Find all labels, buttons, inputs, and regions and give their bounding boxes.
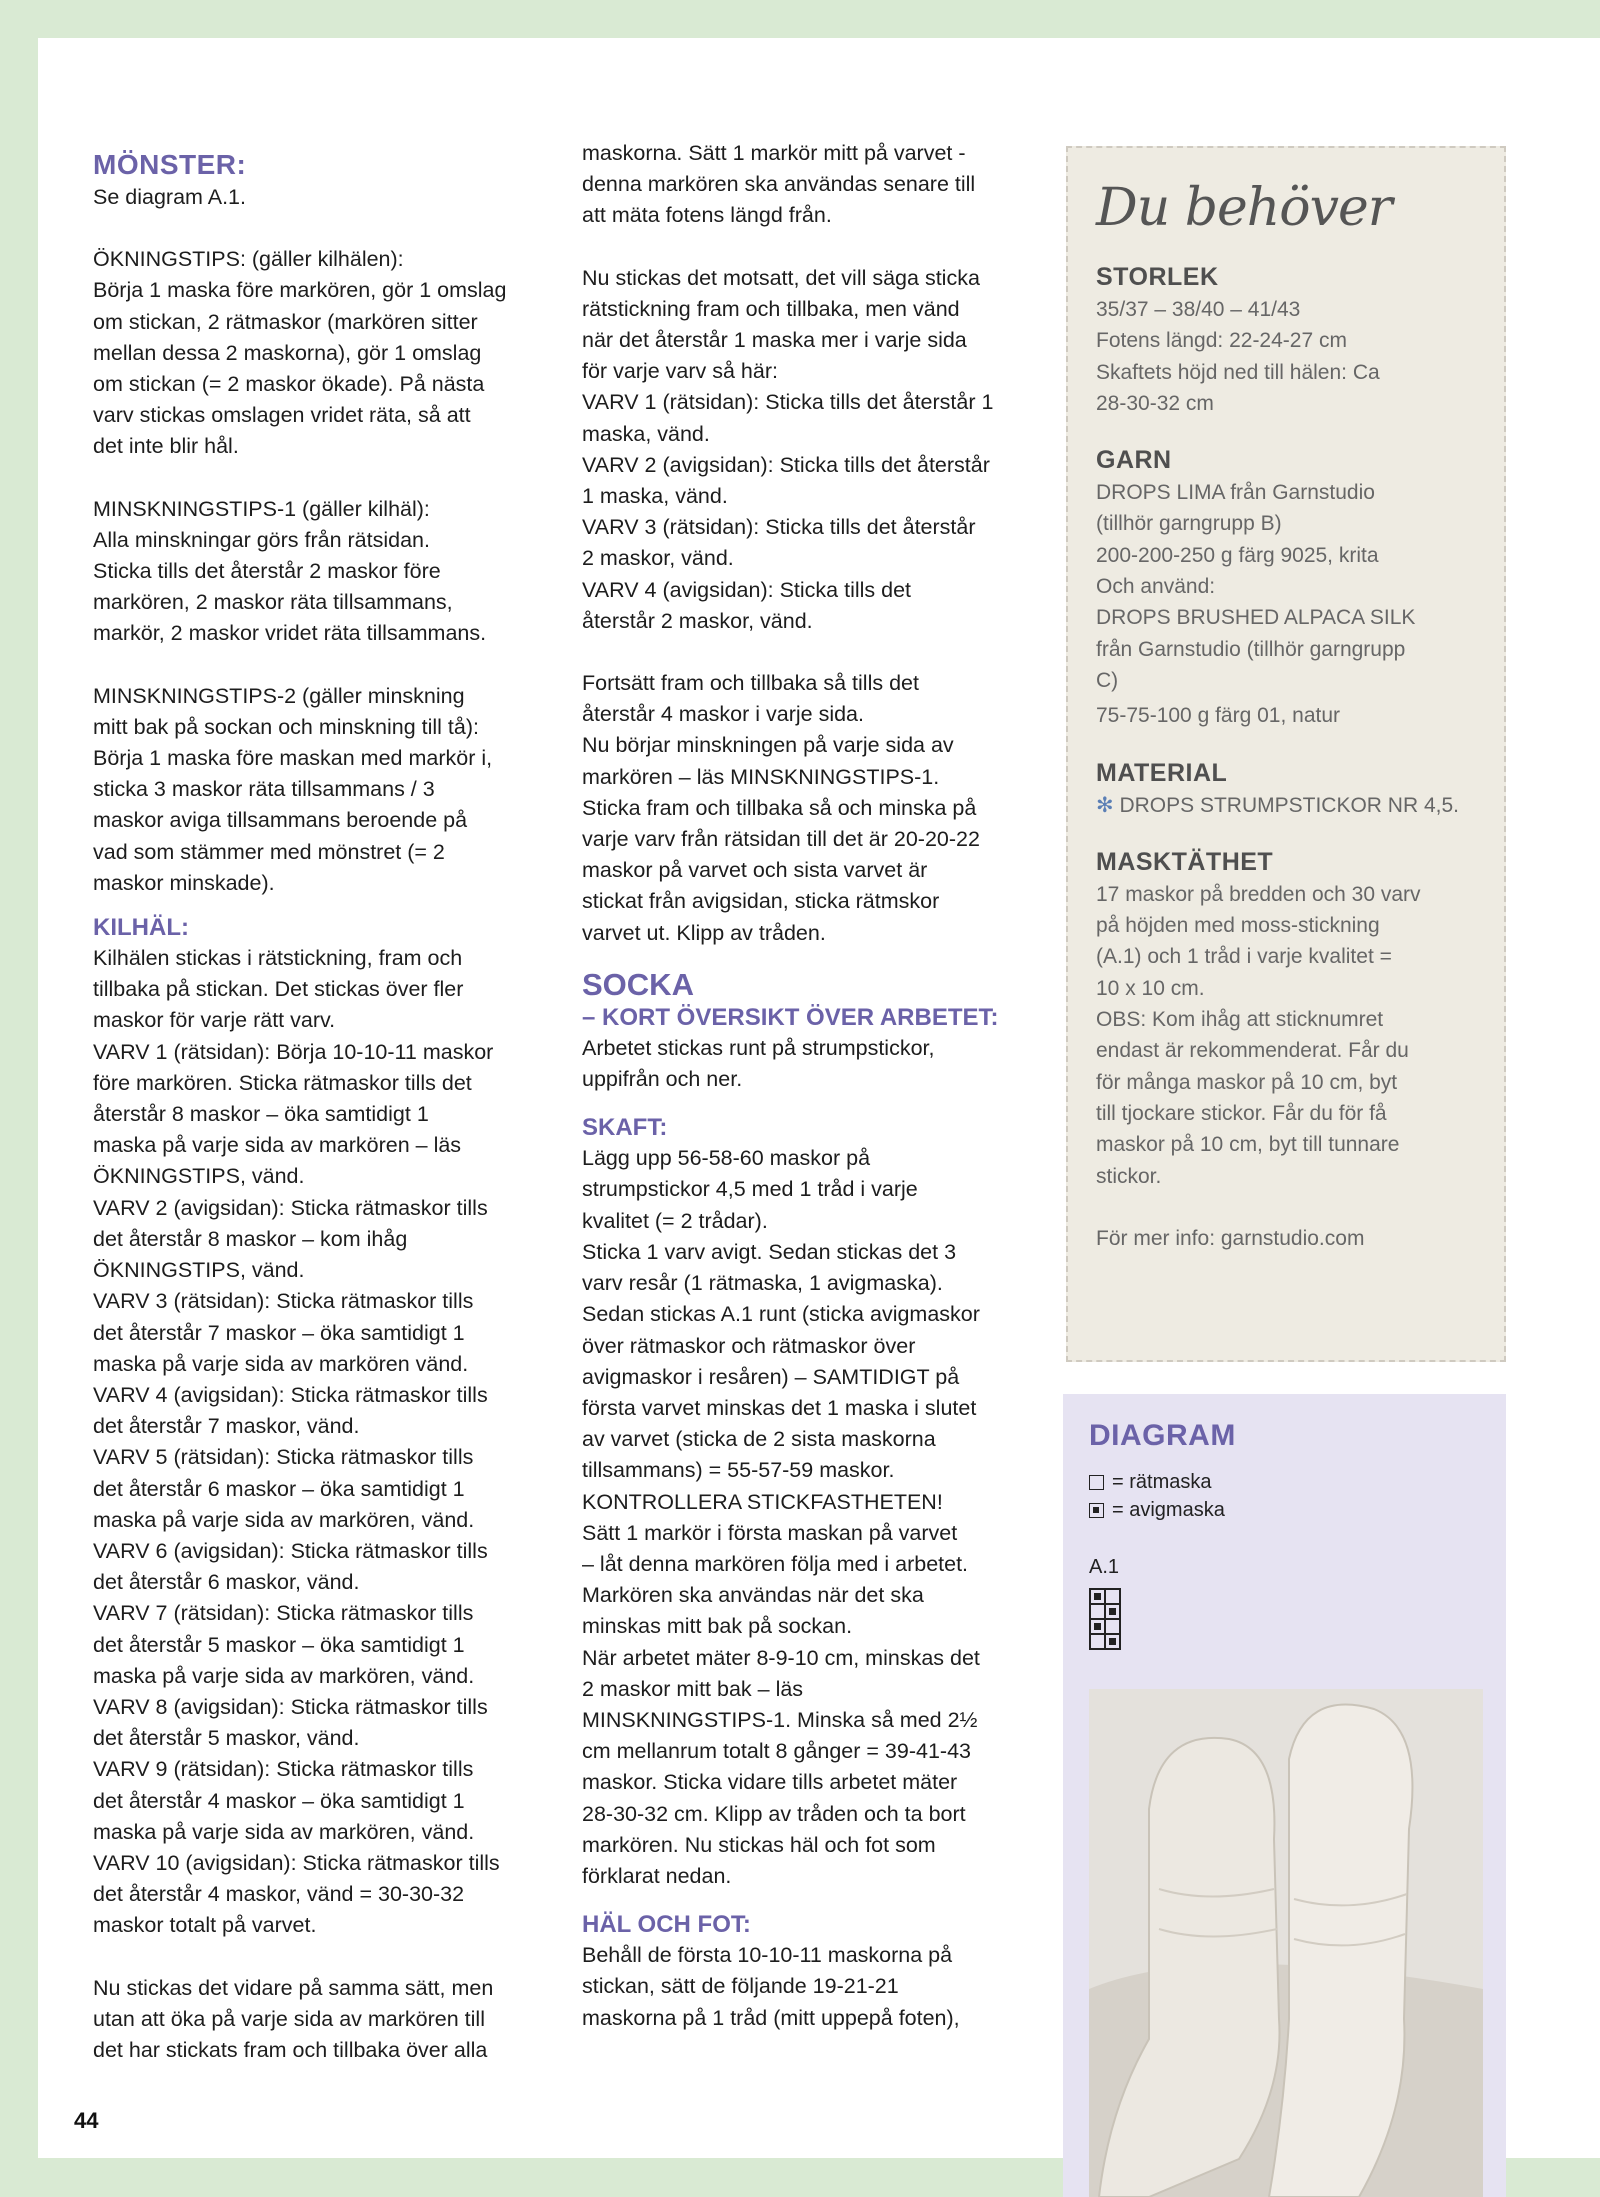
text-line: Arbetet stickas runt på strumpstickor, (582, 1035, 935, 1060)
text-line: det har stickats fram och tillbaka över alla (93, 2037, 488, 2062)
minskningstips-1-block (93, 494, 563, 650)
text-line: VARV 9 (rätsidan): Sticka rätmaskor tills (93, 1757, 474, 1782)
text-line: av varvet (sticka de 2 sista maskorna (582, 1427, 936, 1452)
heading-kilhal: KILHÄL: (93, 914, 189, 942)
text-line: stickat från avigsidan, sticka rätmskor (582, 889, 940, 914)
text-line: VARV 7 (rätsidan): Sticka rätmaskor tills (93, 1601, 474, 1626)
text-line: det återstår 6 maskor, vänd. (93, 1570, 360, 1595)
heading-hal-och-fot: HÄL OCH FOT: (582, 1911, 751, 1939)
text-line: maska på varje sida av markören vänd. (93, 1351, 469, 1376)
text-line: uppifrån och ner. (582, 1067, 743, 1092)
text-line: utan att öka på varje sida av markören till (93, 2006, 485, 2031)
chart-cell-knit (1105, 1619, 1120, 1634)
text-line: markören. Nu stickas häl och fot som (582, 1832, 936, 1857)
text-line: maska på varje sida av markören – läs (93, 1133, 462, 1158)
text-line: om stickan, 2 rätmaskor (markören sitter (93, 309, 478, 334)
text-line: återstår 8 maskor – öka samtidigt 1 (93, 1102, 429, 1127)
socks-photo (1089, 1689, 1483, 2197)
text-line: VARV 4 (avigsidan): Sticka rätmaskor tills (93, 1382, 488, 1407)
chart-cell-knit (1105, 1589, 1120, 1604)
text-line: MINSKNINGSTIPS-2 (gäller minskning (93, 683, 465, 708)
heading-socka: SOCKA (582, 966, 694, 1002)
diagram-box (1063, 1394, 1506, 2197)
text-line: 2 maskor mitt bak – läs (582, 1676, 804, 1701)
text-line: Fotens längd: 22-24-27 cm (1096, 329, 1347, 353)
text-line: Kilhälen stickas i rätstickning, fram och (93, 946, 463, 971)
empty-square-icon (1089, 1475, 1104, 1490)
text-line: markör, 2 maskor vridet räta tillsammans. (93, 621, 487, 646)
text-line: tillbaka på stickan. Det stickas över fler (93, 977, 464, 1002)
diagram-title: DIAGRAM (1089, 1419, 1236, 1452)
text-line: varvet ut. Klipp av tråden. (582, 920, 826, 945)
text-line: varje varv från rätsidan till det är 20-20-22 (582, 827, 980, 852)
text-line: maska på varje sida av markören, vänd. (93, 1819, 475, 1844)
text-line: ÖKNINGSTIPS, vänd. (93, 1258, 305, 1283)
text-line: tillsammans) = 55-57-59 maskor. (582, 1458, 895, 1483)
text-line: maska på varje sida av markören, vänd. (93, 1507, 475, 1532)
kilhal-block (93, 943, 563, 1942)
text-line: denna markören ska användas senare till (582, 172, 976, 197)
chart-cell-purl (1105, 1634, 1120, 1649)
text-line: första varvet minskas det 1 maska i slutet (582, 1395, 977, 1420)
motsatt-block (582, 263, 1052, 637)
text-line: stickor. (1096, 1164, 1162, 1188)
text-line: det återstår 5 maskor, vänd. (93, 1726, 360, 1751)
heading-skaft: SKAFT: (582, 1114, 668, 1142)
text-line: 35/37 – 38/40 – 41/43 (1096, 298, 1301, 321)
text-line: VARV 10 (avigsidan): Sticka rätmaskor tills (93, 1850, 500, 1875)
chart-label: A.1 (1089, 1556, 1120, 1578)
column-left (93, 148, 563, 2066)
text-line: maskor för varje rätt varv. (93, 1008, 336, 1033)
text-line: Markören ska användas när det ska (582, 1583, 924, 1608)
text-line: strumpstickor 4,5 med 1 tråd i varje (582, 1177, 918, 1202)
text-line: Och använd: (1096, 575, 1216, 599)
text-line: OBS: Kom ihåg att sticknumret (1096, 1008, 1384, 1032)
heading-storlek: STORLEK (1096, 263, 1219, 291)
text-line: det återstår 6 maskor – öka samtidigt 1 (93, 1476, 465, 1501)
chart-cell-knit (1090, 1634, 1105, 1649)
hal-block (582, 1940, 1052, 2034)
text-line: 17 maskor på bredden och 30 varv (1096, 882, 1421, 906)
material-text: DROPS STRUMPSTICKOR NR 4,5. (1119, 793, 1460, 817)
text-line: Nu stickas det vidare på samma sätt, men (93, 1975, 494, 2000)
text-line: VARV 4 (avigsidan): Sticka tills det (582, 577, 912, 602)
text-line: ÖKNINGSTIPS, vänd. (93, 1164, 305, 1189)
text-line: förklarat nedan. (582, 1863, 732, 1888)
text-line: VARV 6 (avigsidan): Sticka rätmaskor tills (93, 1538, 488, 1563)
socka-block (582, 1033, 1052, 1095)
text-line: Börja 1 maska före maskan med markör i, (93, 746, 493, 771)
text-line: VARV 3 (rätsidan): Sticka tills det återstår (582, 515, 976, 540)
legend-knit (1089, 1470, 1211, 1494)
text-line: Sticka tills det återstår 2 maskor före (93, 559, 441, 584)
text-line: Sedan stickas A.1 runt (sticka avigmaskor (582, 1302, 980, 1327)
text-line: – låt denna markören följa med i arbetet. (582, 1551, 969, 1576)
text-line: från Garnstudio (tillhör garngrupp (1096, 637, 1406, 661)
text-line: mitt bak på sockan och minskning till tå): (93, 714, 479, 739)
text-line: Behåll de första 10-10-11 maskorna på (582, 1943, 953, 1968)
text-line: (A.1) och 1 tråd i varje kvalitet = (1096, 945, 1392, 969)
text-line: maskor. Sticka vidare tills arbetet mäter (582, 1770, 958, 1795)
materials-title: Du behöver (1096, 178, 1392, 238)
text-line: C) (1096, 668, 1119, 692)
text-line: minskas mitt bak på sockan. (582, 1614, 853, 1639)
text-line: Fortsätt fram och tillbaka så tills det (582, 671, 919, 696)
text-line: MINSKNINGSTIPS-1. Minska så med 2½ (582, 1707, 978, 1732)
monster-text: Se diagram A.1. (93, 185, 246, 209)
text-line: det återstår 8 maskor – kom ihåg (93, 1226, 408, 1251)
text-line: det återstår 4 maskor – öka samtidigt 1 (93, 1788, 465, 1813)
continue-block (93, 1973, 563, 2067)
asterisk-icon: ✻ (1096, 793, 1114, 817)
legend-purl (1089, 1498, 1225, 1522)
text-line: KONTROLLERA STICKFASTHETEN! (582, 1489, 943, 1514)
garn-block (1096, 477, 1496, 696)
text-line: till tjockare stickor. Får du för få (1096, 1101, 1387, 1125)
text-line: det återstår 5 maskor – öka samtidigt 1 (93, 1632, 465, 1657)
text-line: återstår 2 maskor, vänd. (582, 608, 813, 633)
text-line: DROPS LIMA från Garnstudio (1096, 481, 1375, 505)
text-line: maskor totalt på varvet. (93, 1913, 317, 1938)
text-line: markören – läs MINSKNINGSTIPS-1. (582, 764, 940, 789)
text-line: 10 x 10 cm. (1096, 976, 1205, 1000)
text-line: maskor på 10 cm, byt till tunnare (1096, 1133, 1400, 1157)
text-line: maskor aviga tillsammans beroende på (93, 808, 468, 833)
heading-material: MATERIAL (1096, 758, 1228, 787)
text-line: över rätmaskor och rätmaskor över (582, 1333, 916, 1358)
heading-garn: GARN (1096, 446, 1172, 475)
text-line: stickan, sätt de följande 19-21-21 (582, 1974, 899, 1999)
text-line: DROPS BRUSHED ALPACA SILK (1096, 606, 1416, 630)
page-number: 44 (74, 2108, 99, 2133)
more-info: För mer info: garnstudio.com (1096, 1226, 1365, 1250)
okningstips-block (93, 244, 563, 462)
text-line: maska, vänd. (582, 421, 710, 446)
text-line: Sticka 1 varv avigt. Sedan stickas det 3 (582, 1239, 957, 1264)
text-line: avigmaskor i resåren) – SAMTIDIGT på (582, 1364, 960, 1389)
text-line: det återstår 7 maskor – öka samtidigt 1 (93, 1320, 465, 1345)
text-line: det återstår 4 maskor, vänd = 30-30-32 (93, 1882, 465, 1907)
text-line: (tillhör garngrupp B) (1096, 512, 1282, 536)
text-line: VARV 3 (rätsidan): Sticka rätmaskor tills (93, 1289, 474, 1314)
text-line: kvalitet (= 2 trådar). (582, 1208, 768, 1233)
text-line: att mäta fotens längd från. (582, 203, 832, 228)
text-line: VARV 2 (avigsidan): Sticka rätmaskor tills (93, 1195, 488, 1220)
text-line: rätstickning fram och tillbaka, men vänd (582, 296, 960, 321)
chart-cell-knit (1090, 1604, 1105, 1619)
text-line: 28-30-32 cm (1096, 391, 1214, 415)
text-line: vad som stämmer med mönstret (= 2 (93, 839, 445, 864)
minskningstips-2-block (93, 681, 563, 899)
text-line: Sätt 1 markör i första maskan på varvet (582, 1520, 958, 1545)
material-line (1096, 790, 1496, 821)
garn-amount: 75-75-100 g färg 01, natur (1096, 704, 1341, 728)
text-line: Lägg upp 56-58-60 maskor på (582, 1146, 871, 1171)
text-line: mellan dessa 2 maskorna), gör 1 omslag (93, 340, 482, 365)
text-line: Nu stickas det motsatt, det vill säga sticka (582, 265, 980, 290)
storlek-block (1096, 294, 1496, 419)
heading-masktathet: MASKTÄTHET (1096, 847, 1274, 876)
text-line: markören, 2 maskor räta tillsammans, (93, 590, 453, 615)
text-line: 2 maskor, vänd. (582, 546, 734, 571)
continued-text (582, 138, 1052, 232)
text-line: Alla minskningar görs från rätsidan. (93, 527, 430, 552)
pattern-chart (1089, 1588, 1121, 1650)
text-line: maskorna på 1 tråd (mitt uppepå foten), (582, 2005, 960, 2030)
text-line: VARV 8 (avigsidan): Sticka rätmaskor tills (93, 1694, 488, 1719)
text-line: Sticka fram och tillbaka så och minska på (582, 795, 977, 820)
fortsatt-block (582, 668, 1052, 949)
text-line: det inte blir hål. (93, 434, 239, 459)
text-line: VARV 1 (rätsidan): Sticka tills det återstår 1 (582, 390, 994, 415)
text-line: 200-200-250 g färg 9025, krita (1096, 543, 1379, 567)
column-middle (582, 138, 1052, 2034)
chart-cell-purl (1090, 1619, 1105, 1634)
chart-cell-purl (1090, 1589, 1105, 1604)
text-line: Skaftets höjd ned till hälen: Ca (1096, 360, 1380, 384)
text-line: 28-30-32 cm. Klipp av tråden och ta bort (582, 1801, 966, 1826)
text-line: ÖKNINGSTIPS: (gäller kilhälen): (93, 247, 404, 272)
text-line: När arbetet mäter 8-9-10 cm, minskas det (582, 1645, 980, 1670)
text-line: maskorna. Sätt 1 markör mitt på varvet - (582, 141, 966, 165)
materials-content (1096, 260, 1496, 1254)
text-line: Börja 1 maska före markören, gör 1 omslag (93, 278, 507, 303)
text-line: det återstår 7 maskor, vänd. (93, 1414, 360, 1439)
text-line: återstår 4 maskor i varje sida. (582, 702, 864, 727)
text-line: VARV 2 (avigsidan): Sticka tills det återstår (582, 452, 990, 477)
text-line: när det återstår 1 maska mer i varje sida (582, 328, 967, 353)
filled-square-icon (1089, 1503, 1104, 1518)
masktathet-block (1096, 879, 1496, 1192)
text-line: om stickan (= 2 maskor ökade). På nästa (93, 372, 485, 397)
text-line: endast är rekommenderat. Får du (1096, 1039, 1409, 1063)
skaft-block (582, 1143, 1052, 1892)
text-line: MINSKNINGSTIPS-1 (gäller kilhäl): (93, 496, 430, 521)
text-line: cm mellanrum totalt 8 gånger = 39-41-43 (582, 1739, 971, 1764)
text-line: VARV 5 (rätsidan): Sticka rätmaskor tills (93, 1445, 474, 1470)
text-line: på höjden med moss-stickning (1096, 914, 1380, 938)
text-line: maska på varje sida av markören, vänd. (93, 1663, 475, 1688)
text-line: före markören. Sticka rätmaskor tills det (93, 1070, 472, 1095)
text-line: maskor minskade). (93, 870, 275, 895)
text-line: för många maskor på 10 cm, byt (1096, 1070, 1398, 1094)
text-line: för varje varv så här: (582, 359, 778, 384)
text-line: maskor på varvet och sista varvet är (582, 858, 928, 883)
text-line: 1 maska, vänd. (582, 484, 728, 509)
heading-monster: MÖNSTER: (93, 149, 247, 180)
legend-purl-label: = avigmaska (1112, 1499, 1225, 1521)
text-line: sticka 3 maskor räta tillsammans / 3 (93, 777, 435, 802)
materials-box (1066, 146, 1506, 1362)
text-line: VARV 1 (rätsidan): Börja 10-10-11 maskor (93, 1039, 494, 1064)
text-line: varv resår (1 rätmaska, 1 avigmaska). (582, 1271, 943, 1296)
text-line: Nu börjar minskningen på varje sida av (582, 733, 954, 758)
legend-knit-label: = rätmaska (1112, 1471, 1212, 1493)
chart-cell-purl (1105, 1604, 1120, 1619)
heading-socka-sub: – KORT ÖVERSIKT ÖVER ARBETET: (582, 1003, 999, 1031)
text-line: varv stickas omslagen vridet räta, så att (93, 403, 471, 428)
